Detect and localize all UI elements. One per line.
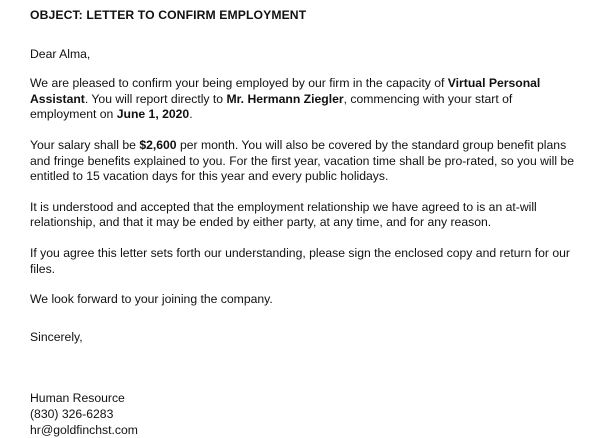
start-date: June 1, 2020 <box>117 107 190 121</box>
signature-block <box>30 391 580 438</box>
signature-phone: (830) 326-6283 <box>30 407 580 423</box>
manager-name: Mr. Hermann Ziegler <box>226 92 343 106</box>
letter-greeting: Dear Alma, <box>30 47 580 63</box>
paragraph-text: , commencing with your start of employment on <box>30 92 512 122</box>
signature-name: Human Resource <box>30 391 580 407</box>
signature-email: hr@goldfinchst.com <box>30 423 580 438</box>
paragraph-text: Your salary shall be <box>30 138 139 152</box>
paragraph-text: per month. You will also be covered by the standard group benefit plans and fringe benefits explained to you. For the first year, vacation time shall be pro-rated, so you will be entitled to 15 vacation days for this year and every public holidays. <box>30 138 574 183</box>
letter-subject: OBJECT: LETTER TO CONFIRM EMPLOYMENT <box>30 8 580 24</box>
paragraph-look-forward: We look forward to your joining the company. <box>30 292 580 308</box>
paragraph-at-will: It is understood and accepted that the employment relationship we have agreed to is an at-will relationship, and that it may be ended by either party, at any time, and for any reason. <box>30 200 580 231</box>
position-title: Virtual Personal Assistant <box>30 76 540 106</box>
paragraph-sign-copy: If you agree this letter sets forth our understanding, please sign the enclosed copy and return for our files. <box>30 246 580 277</box>
paragraph-position <box>30 76 580 123</box>
salary-amount: $2,600 <box>139 138 176 152</box>
paragraph-text: We are pleased to confirm your being employed by our firm in the capacity of <box>30 76 448 90</box>
paragraph-salary <box>30 138 580 185</box>
paragraph-text: . <box>189 107 192 121</box>
letter-closing: Sincerely, <box>30 330 580 346</box>
paragraph-text: . You will report directly to <box>85 92 227 106</box>
